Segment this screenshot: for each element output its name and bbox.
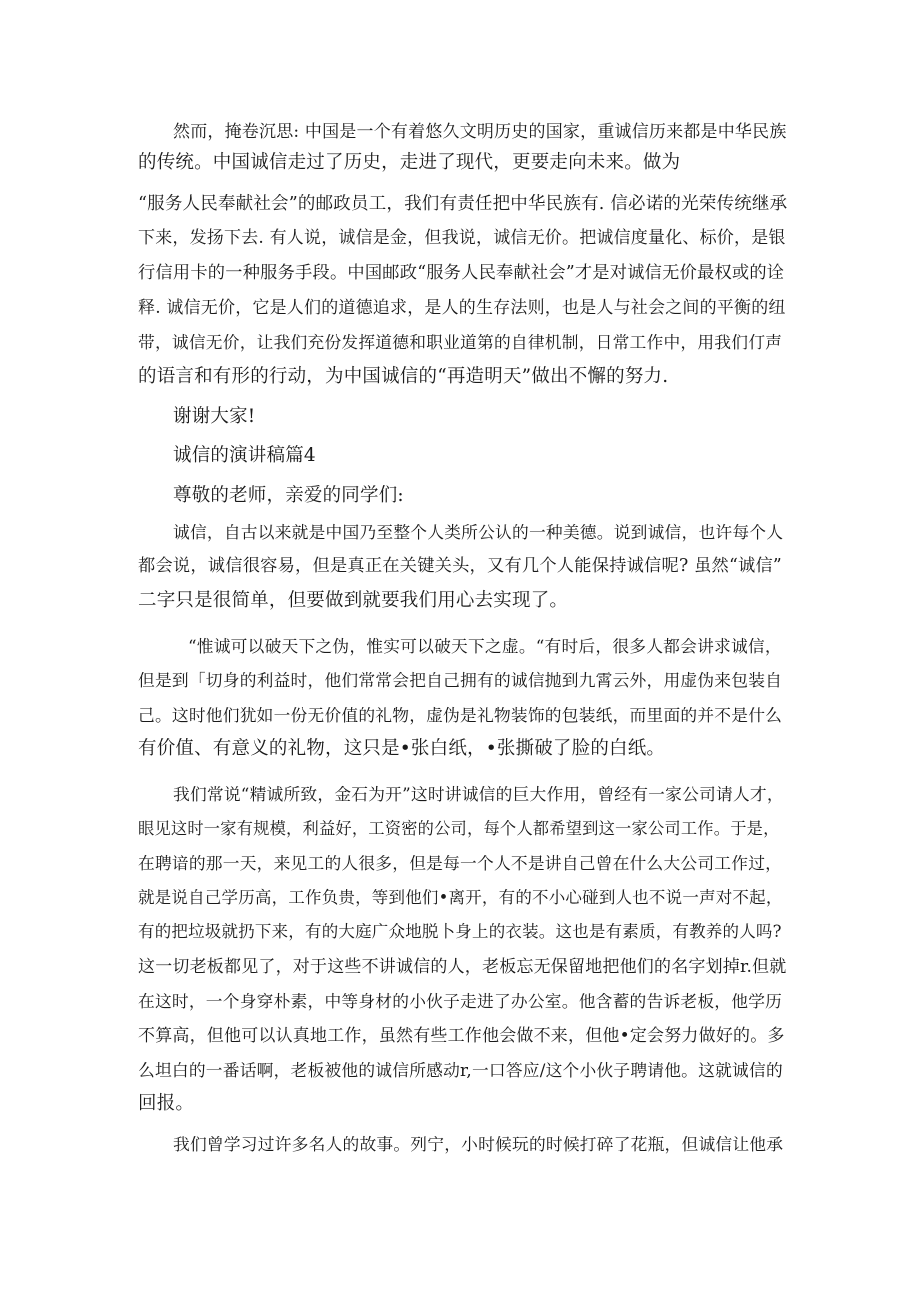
salutation: 尊敬的老师，亲爱的同学们: [173, 485, 404, 506]
text-line: 这一切老板都见了，对于这些不讲诚信的人，老板忘无保留地把他们的名字划掉r.但就 [138, 957, 787, 977]
text-line: 不算高，但他可以认真地工作，虽然有些工作他会做不来，但他•定会努力做好的。多 [138, 1026, 785, 1046]
text-line: 的传统。中国诚信走过了历史，走进了现代，更要走向未来。做为 [138, 152, 681, 173]
text-line: 有的把垃圾就扔下来，有的大庭广众地脱卜身上的衣装。这也是有素质，有教养的人吗? [138, 922, 782, 941]
text-line: 在聘谙的那一天，来见工的人很多，但是每一个人不是讲自己曾在什么大公司工作过， [138, 853, 783, 873]
text-line: 眼见这时一家有规模，利益好，工资密的公司，每个人都希望到这一家公司工作。于是， [138, 819, 780, 838]
text-line: 诚信，自古以来就是中国乃至整个人类所公认的一种美德。说到诚信，也许每个人 [173, 522, 784, 542]
text-line: 我们曾学习过许多名人的故事。列宁，小时候玩的时候打碎了花瓶，但诚信让他承 [173, 1134, 784, 1154]
text-line: 但是到「切身的利益时，他们常常会把自己拥有的诚信抛到九霄云外，用虚伪来包装自 [138, 670, 783, 690]
text-line: 就是说自己学历高，工作负贵，等到他们•离开，有的不小心碰到人也不说一声对不起， [138, 888, 783, 907]
text-line: 行信用卡的一种服务手段。中国邮政“服务人民奉献社会”才是对诚信无价最权或的诠 [138, 263, 785, 283]
section-heading: 诚信的演讲稿篇4 [173, 445, 316, 466]
text-line: 下来，发扬下去. 有人说，诚信是金，但我说，诚信无价。把诚信度量化、标价，是银 [138, 228, 786, 248]
text-line: 都会说，诚信很容易，但是真正在关键关头，又有几个人能保持诚信呢? 虽然“诚信” [138, 556, 782, 576]
text-line: 么坦白的一番话啊，老板被他的诚信所感动r,一口答应/这个小伙子聘请他。这就诚信的 [138, 1060, 783, 1080]
text-line: 然而，掩卷沉思: 中国是一个有着悠久文明历史的国家，重诚信历来都是中华民族 [173, 122, 787, 142]
text-line: 有价值、有意义的礼物，这只是•张白纸，•张撕破了脸的白纸。 [138, 738, 666, 759]
text-line: 的语言和有形的行动，为中国诚信的“再造明天”做出不懈的努力. [138, 366, 669, 387]
text-line: 释. 诚信无价，它是人们的道德追求，是人的生存法则，也是人与社会之间的平衡的纽 [138, 298, 786, 318]
text-line: 己。这时他们犹如一份无价值的礼物，虚伪是礼物装饰的包装纸，而里面的并不是什么 [138, 705, 783, 725]
text-line: “惟诚可以破天下之伪，惟实可以破天下之虚。“有时后，很多人都会讲求诚信， [188, 636, 782, 656]
text-line: 在这时，一个身穿朴素，中等身材的小伙子走进了办公室。他含蓄的告诉老板，他学历 [138, 991, 783, 1011]
text-line: 谢谢大家! [173, 406, 256, 427]
text-line: 我们常说“精诚所致，金石为开”这时讲诚信的巨大作用，曾经有一家公司请人才， [173, 784, 784, 804]
text-line: 回报。 [138, 1093, 195, 1114]
text-line: 带，诚信无价，让我们充份发挥道德和职业道第的自律机制，日常工作中，用我们仃声 [138, 332, 783, 352]
text-line: 二字只是很简单，但要做到就要我们用心去实现了。 [138, 590, 569, 611]
text-line: “服务人民奉献社会”的邮政员工，我们有责任把中华民族有. 信必诺的光荣传统继承 [138, 194, 788, 214]
